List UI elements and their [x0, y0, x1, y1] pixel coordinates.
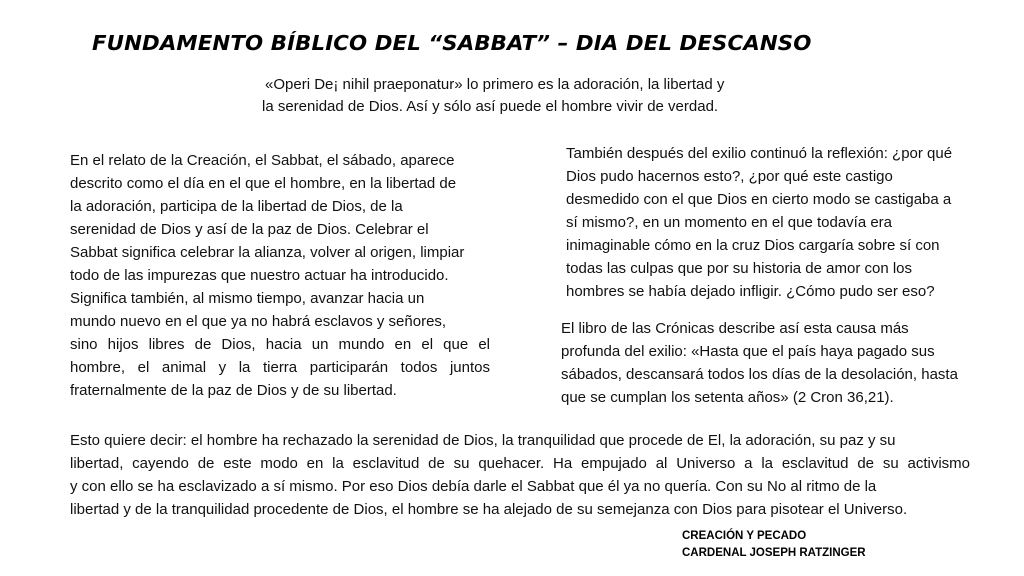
paragraph-line: hombres se había dejado infligir. ¿Cómo pudo ser eso? [566, 283, 935, 300]
paragraph-line: mundo nuevo en el que ya no habrá esclavos y señores, [70, 313, 447, 330]
paragraph-line: Sabbat significa celebrar la alianza, volver al origen, limpiar [70, 244, 465, 261]
paragraph-line: sino hijos libres de Dios, hacia un mundo en el que el [70, 336, 490, 353]
intro-line: la serenidad de Dios. Así y sólo así puede el hombre vivir de verdad. [262, 98, 719, 115]
slide-title: FUNDAMENTO BÍBLICO DEL “SABBAT” – DIA DEL DESCANSO [92, 31, 812, 55]
paragraph-line: hombre, el animal y la tierra participarán todos juntos [70, 359, 490, 376]
paragraph-line: inimaginable cómo en la cruz Dios cargaría sobre sí con [566, 237, 940, 254]
author-name: CARDENAL JOSEPH RATZINGER [682, 547, 866, 559]
paragraph-line: Significa también, al mismo tiempo, avanzar hacia un [70, 290, 425, 307]
paragraph-line: la adoración, participa de la libertad de Dios, de la [70, 198, 403, 215]
paragraph-line: desmedido con el que Dios en cierto modo se castigaba a [566, 191, 952, 208]
paragraph-line: que se cumplan los setenta años» (2 Cron 36,21). [561, 389, 894, 406]
paragraph-line: sábados, descansará todos los días de la desolación, hasta [561, 366, 958, 383]
source-credits [682, 528, 866, 562]
paragraph-line: En el relato de la Creación, el Sabbat, el sábado, aparece [70, 152, 455, 169]
paragraph-line: serenidad de Dios y así de la paz de Dios. Celebrar el [70, 221, 429, 238]
paragraph-line: El libro de las Crónicas describe así esta causa más [561, 320, 909, 337]
paragraph-line: todo de las impurezas que nuestro actuar ha introducido. [70, 267, 449, 284]
paragraph-line: libertad, cayendo de este modo en la esclavitud de su quehacer. Ha empujado al Universo a la esclavitud de su activismo [70, 455, 970, 472]
book-title: CREACIÓN Y PECADO [682, 530, 807, 542]
paragraph-line: Dios pudo hacernos esto?, ¿por qué este castigo [566, 168, 893, 185]
paragraph-line: profunda del exilio: «Hasta que el país haya pagado sus [561, 343, 935, 360]
paragraph-line: libertad y de la tranquilidad procedente de Dios, el hombre se ha alejado de su semejanza con Dios para pisotear el Universo. [70, 501, 908, 518]
intro-line: «Operi De¡ nihil praeponatur» lo primero es la adoración, la libertad y [265, 76, 725, 93]
intro-quote [262, 74, 762, 118]
paragraph-line: sí mismo?, en un momento en el que todavía era [566, 214, 893, 231]
paragraph-line: descrito como el día en el que el hombre, en la libertad de [70, 175, 457, 192]
left-paragraph [70, 149, 490, 402]
paragraph-line: fraternalmente de la paz de Dios y de su libertad. [70, 382, 397, 399]
paragraph-line: y con ello se ha esclavizado a sí mismo. Por eso Dios debía darle el Sabbat que él ya no quería. Con su No al ritmo de la [70, 478, 877, 495]
paragraph-line: todas las culpas que por su historia de amor con los [566, 260, 913, 277]
paragraph-line: Esto quiere decir: el hombre ha rechazado la serenidad de Dios, la tranquilidad que procede de El, la adoración, su paz y su [70, 432, 896, 449]
paragraph-line: También después del exilio continuó la reflexión: ¿por qué [566, 145, 953, 162]
right-paragraph-exile [566, 142, 986, 303]
right-paragraph-chronicles [561, 317, 991, 409]
bottom-paragraph [70, 429, 970, 521]
